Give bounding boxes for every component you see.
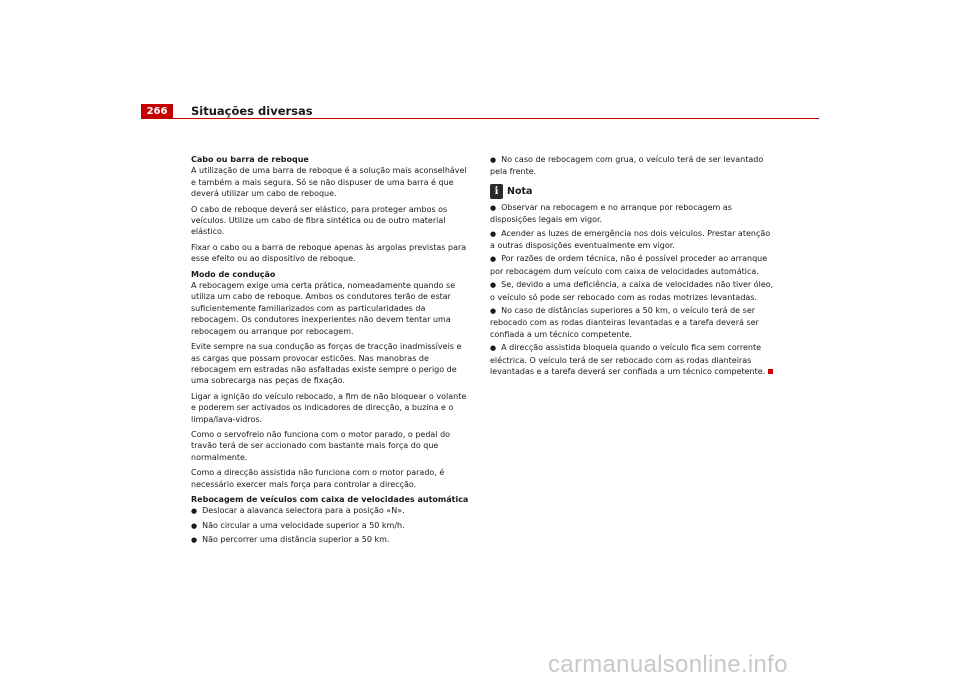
paragraph: Ligar a ignição do veículo rebocado, a fim de não bloquear o volante e poderem ser activados os indicadores de direcção, a buzina e o limpa/lava-vidros.: [191, 391, 467, 424]
paragraph: A utilização de uma barra de reboque é a solução mais aconselhável e também a mais segura. Só se não dispuser de uma barra é que deverá utilizar um cabo de reboque.: [191, 166, 467, 199]
note-item: ● Observar na rebocagem e no arranque por rebocagem as disposições legais em vigor.: [490, 202, 775, 226]
note-item: ● Acender as luzes de emergência nos dois veículos. Prestar atenção a outras disposições eventualmente em vigor.: [490, 228, 775, 252]
right-column: [490, 154, 775, 380]
note-title: Nota: [507, 185, 533, 197]
list-item: ● Não circular a uma velocidade superior a 50 km/h.: [191, 520, 473, 532]
paragraph: O cabo de reboque deverá ser elástico, para proteger ambos os veículos. Utilize um cabo de fibra sintética ou de outro material elástico.: [191, 204, 448, 237]
note-item: [490, 342, 775, 377]
end-of-section-marker: [768, 369, 773, 374]
list-item: ● Não percorrer uma distância superior a 50 km.: [191, 534, 473, 546]
paragraph: Fixar o cabo ou a barra de reboque apenas às argolas previstas para esse efeito ou ao dispositivo de reboque.: [191, 242, 467, 264]
note-item: ● No caso de distâncias superiores a 50 km, o veículo terá de ser rebocado com as rodas dianteiras levantadas e a tarefa deverá ser confiada a um técnico competente.: [490, 305, 775, 340]
header-rule: [141, 118, 819, 119]
page-number: 266: [141, 104, 173, 119]
info-icon: i: [490, 184, 503, 199]
note-item: ● Por razões de ordem técnica, não é possível proceder ao arranque por rebocagem dum veículo com caixa de velocidades automática.: [490, 253, 775, 277]
note-item-text: A direcção assistida bloqueia quando o veículo fica sem corrente eléctrica. O veículo terá de ser rebocado com as rodas dianteiras levantadas e a tarefa deverá ser confiada a um técnico competente.: [490, 343, 766, 377]
note-header: [490, 184, 775, 199]
heading-automatic-gearbox: Rebocagem de veículos com caixa de velocidades automática: [191, 494, 469, 504]
watermark: carmanualsonline.info: [548, 651, 788, 678]
paragraph: Como o servofreio não funciona com o motor parado, o pedal do travão terá de ser accionado com bastante mais força do que normalmente.: [191, 429, 451, 462]
paragraph: Como a direcção assistida não funciona com o motor parado, é necessário exercer mais força para controlar a direcção.: [191, 468, 445, 489]
paragraph: A rebocagem exige uma certa prática, nomeadamente quando se utiliza um cabo de reboque. Ambos os condutores terão de estar suficientemente familiarizados com as particularidades da rebocagem. Os condutores inexperientes não devem tentar uma rebocagem ou arranque por rebocagem.: [191, 281, 456, 336]
paragraph: Evite sempre na sua condução as forças de tracção inadmissíveis e as cargas que possam provocar esticões. Nas manobras de rebocagem em estradas não asfaltadas existe sempre o perigo de uma sobrecarga nas peças de fixação.: [191, 342, 462, 386]
note-item: ● Se, devido a uma deficiência, a caixa de velocidades não tiver óleo, o veículo só pode ser rebocado com as rodas motrizes levantadas.: [490, 279, 775, 303]
heading-cable-or-bar: Cabo ou barra de reboque: [191, 155, 309, 164]
left-column: [191, 154, 473, 549]
list-item: ● Deslocar a alavanca selectora para a posição «N».: [191, 505, 473, 517]
heading-driving-mode: Modo de condução: [191, 269, 276, 279]
section-title: Situações diversas: [191, 104, 313, 118]
list-item: ● No caso de rebocagem com grua, o veículo terá de ser levantado pela frente.: [490, 154, 775, 178]
